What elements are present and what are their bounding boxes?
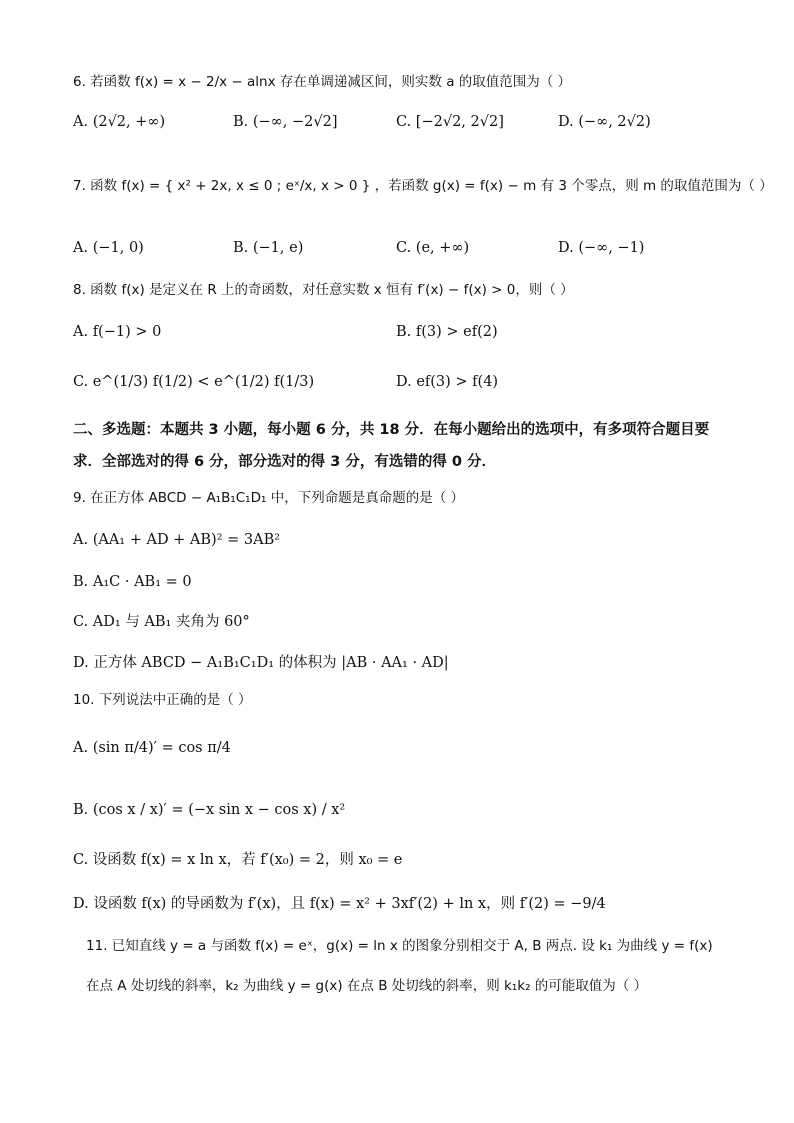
q6-option-a: A. (2√2, +∞)	[73, 114, 166, 130]
q9-option-a: A. (AA₁ + AD + AB)² = 3AB²	[73, 532, 281, 548]
q10-option-d: D. 设函数 f(x) 的导函数为 f′(x)，且 f(x) = x² + 3xf′(2) + ln x，则 f′(2) = −9/4	[73, 896, 606, 912]
q6-option-c: C. [−2√2, 2√2]	[396, 114, 504, 130]
q10-option-a: A. (sin π/4)′ = cos π/4	[73, 740, 231, 756]
q7-option-d: D. (−∞, −1)	[558, 240, 645, 256]
question-11-line-1: 11. 已知直线 y = a 与函数 f(x) = eˣ，g(x) = ln x 的图象分别相交于 A, B 两点. 设 k₁ 为曲线 y = f(x)	[86, 938, 713, 954]
question-6-stem: 6. 若函数 f(x) = x − 2/x − alnx 存在单调递减区间，则实数 a 的取值范围为（ ）	[73, 74, 572, 90]
q10-option-b: B. (cos x / x)′ = (−x sin x − cos x) / x²	[73, 802, 346, 818]
q6-option-b: B. (−∞, −2√2]	[233, 114, 338, 130]
q9-option-d: D. 正方体 ABCD − A₁B₁C₁D₁ 的体积为 |AB · AA₁ · AD|	[73, 655, 449, 671]
question-9-stem: 9. 在正方体 ABCD − A₁B₁C₁D₁ 中，下列命题是真命题的是（ ）	[73, 490, 464, 506]
question-8-options-row1	[73, 320, 734, 348]
question-7-stem: 7. 函数 f(x) = { x² + 2x, x ≤ 0 ; eˣ/x, x > 0 } ，若函数 g(x) = f(x) − m 有 3 个零点，则 m 的取值范围为（ ）	[73, 178, 773, 194]
section-2-heading: 二、多选题：本题共 3 小题，每小题 6 分，共 18 分．在每小题给出的选项中，有多项符合题目要求．全部选对的得 6 分，部分选对的得 3 分，有选错的得 0 分．	[73, 422, 710, 470]
q8-option-a: A. f(−1) > 0	[73, 324, 162, 340]
q7-option-a: A. (−1, 0)	[73, 240, 144, 256]
q8-option-b: B. f(3) > ef(2)	[396, 324, 498, 340]
q7-option-b: B. (−1, e)	[233, 240, 304, 256]
q9-option-b: B. A₁C · AB₁ = 0	[73, 574, 192, 590]
q9-option-c: C. AD₁ 与 AB₁ 夹角为 60°	[73, 614, 250, 630]
question-7-options	[73, 236, 734, 264]
q6-option-d: D. (−∞, 2√2)	[558, 114, 651, 130]
question-8-options-row2	[73, 370, 734, 398]
q8-option-d: D. ef(3) > f(4)	[396, 374, 499, 390]
q10-option-c: C. 设函数 f(x) = x ln x，若 f′(x₀) = 2，则 x₀ = e	[73, 852, 403, 868]
q8-option-c: C. e^(1/3) f(1/2) < e^(1/2) f(1/3)	[73, 374, 315, 390]
question-11-line-2: 在点 A 处切线的斜率，k₂ 为曲线 y = g(x) 在点 B 处切线的斜率，则 k₁k₂ 的可能取值为（ ）	[86, 978, 648, 994]
question-8-stem: 8. 函数 f(x) 是定义在 R 上的奇函数，对任意实数 x 恒有 f′(x) − f(x) > 0，则（ ）	[73, 282, 574, 298]
q7-option-c: C. (e, +∞)	[396, 240, 470, 256]
question-6-options	[73, 110, 734, 138]
question-10-stem: 10. 下列说法中正确的是（ ）	[73, 692, 252, 708]
